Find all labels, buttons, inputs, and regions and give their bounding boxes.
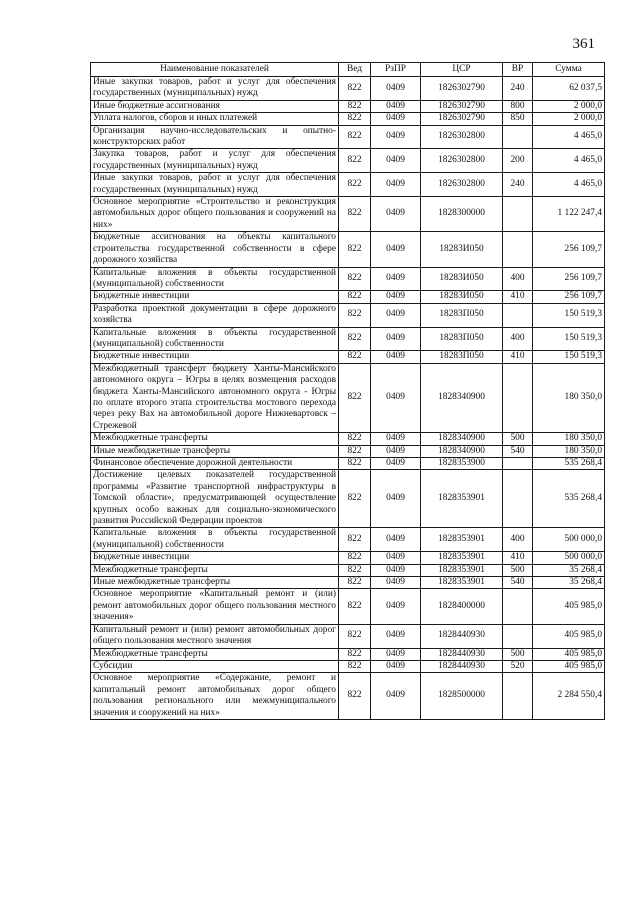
cell-name: Межбюджетные трансферты: [91, 433, 339, 445]
cell-sum: 256 109,7: [533, 291, 605, 303]
cell-sum: 256 109,7: [533, 267, 605, 291]
cell-sum: 2 000,0: [533, 113, 605, 125]
table-row: [91, 232, 605, 267]
cell-csr: 1828440930: [421, 648, 503, 660]
cell-sum: 150 519,3: [533, 303, 605, 327]
cell-name: Закупка товаров, работ и услуг для обеспечения государственных (муниципальных) нужд: [91, 149, 339, 173]
cell-vr: 500: [503, 433, 533, 445]
cell-ved: 822: [339, 173, 371, 197]
cell-sum: 4 465,0: [533, 173, 605, 197]
cell-sum: 180 350,0: [533, 433, 605, 445]
cell-rzpr: 0409: [371, 577, 421, 589]
cell-sum: 4 465,0: [533, 149, 605, 173]
cell-vr: [503, 232, 533, 267]
header-sum: Сумма: [533, 63, 605, 77]
cell-rzpr: 0409: [371, 173, 421, 197]
cell-vr: 410: [503, 291, 533, 303]
cell-csr: 1826302790: [421, 77, 503, 101]
cell-vr: 500: [503, 564, 533, 576]
table-row: [91, 291, 605, 303]
cell-name: Иные закупки товаров, работ и услуг для обеспечения государственных (муниципальных) нужд: [91, 173, 339, 197]
cell-vr: 410: [503, 552, 533, 564]
cell-vr: [503, 125, 533, 149]
cell-vr: 400: [503, 327, 533, 351]
cell-sum: 535 268,4: [533, 470, 605, 528]
cell-rzpr: 0409: [371, 528, 421, 552]
cell-sum: 256 109,7: [533, 232, 605, 267]
cell-sum: 405 985,0: [533, 648, 605, 660]
cell-sum: 150 519,3: [533, 351, 605, 363]
cell-csr: 1828340900: [421, 445, 503, 457]
cell-sum: 4 465,0: [533, 125, 605, 149]
cell-sum: 180 350,0: [533, 363, 605, 432]
cell-name: Бюджетные инвестиции: [91, 291, 339, 303]
cell-csr: 1828353900: [421, 458, 503, 470]
cell-name: Разработка проектной документации в сфере дорожного хозяйства: [91, 303, 339, 327]
table-row: [91, 173, 605, 197]
cell-name: Основное мероприятие «Содержание, ремонт и капитальный ремонт автомобильных дорог общего пользования регионального или межмуниципального значения и сооружений на них»: [91, 673, 339, 720]
cell-csr: 1828440930: [421, 660, 503, 672]
cell-csr: 1828340900: [421, 433, 503, 445]
cell-ved: 822: [339, 445, 371, 457]
cell-rzpr: 0409: [371, 149, 421, 173]
cell-csr: 1828353901: [421, 552, 503, 564]
cell-ved: 822: [339, 149, 371, 173]
cell-name: Капитальные вложения в объекты государственной (муниципальной) собственности: [91, 528, 339, 552]
table-row: [91, 100, 605, 112]
cell-csr: 1828400000: [421, 589, 503, 624]
cell-rzpr: 0409: [371, 113, 421, 125]
cell-vr: 400: [503, 528, 533, 552]
table-row: [91, 351, 605, 363]
cell-name: Достижение целевых показателей государственной программы «Развитие транспортной инфраструктуры в Томской области», предусматривающей осуществление крупных особо важных для социально-экономического развития Российской Федерации проектов: [91, 470, 339, 528]
cell-vr: 500: [503, 648, 533, 660]
cell-csr: 18283И050: [421, 291, 503, 303]
cell-sum: 405 985,0: [533, 660, 605, 672]
table-row: [91, 577, 605, 589]
table-row: [91, 673, 605, 720]
table-row: [91, 77, 605, 101]
cell-csr: 1828440930: [421, 624, 503, 648]
table-row: [91, 660, 605, 672]
cell-vr: 540: [503, 445, 533, 457]
cell-name: Бюджетные ассигнования на объекты капитального строительства государственной собственности в сфере дорожного хозяйства: [91, 232, 339, 267]
cell-ved: 822: [339, 470, 371, 528]
cell-vr: [503, 673, 533, 720]
cell-vr: [503, 589, 533, 624]
cell-ved: 822: [339, 291, 371, 303]
cell-ved: 822: [339, 624, 371, 648]
cell-name: Иные закупки товаров, работ и услуг для обеспечения государственных (муниципальных) нужд: [91, 77, 339, 101]
cell-ved: 822: [339, 648, 371, 660]
cell-ved: 822: [339, 528, 371, 552]
cell-ved: 822: [339, 433, 371, 445]
cell-csr: 1828340900: [421, 363, 503, 432]
cell-ved: 822: [339, 673, 371, 720]
cell-ved: 822: [339, 351, 371, 363]
cell-csr: 1826302800: [421, 149, 503, 173]
cell-vr: 400: [503, 267, 533, 291]
cell-rzpr: 0409: [371, 433, 421, 445]
table-row: [91, 470, 605, 528]
cell-rzpr: 0409: [371, 648, 421, 660]
cell-name: Иные межбюджетные трансферты: [91, 577, 339, 589]
cell-ved: 822: [339, 577, 371, 589]
cell-name: Иные межбюджетные трансферты: [91, 445, 339, 457]
cell-vr: [503, 470, 533, 528]
cell-rzpr: 0409: [371, 564, 421, 576]
table-row: [91, 648, 605, 660]
table-row: [91, 445, 605, 457]
cell-ved: 822: [339, 589, 371, 624]
cell-sum: 405 985,0: [533, 624, 605, 648]
cell-csr: 1826302790: [421, 100, 503, 112]
cell-rzpr: 0409: [371, 624, 421, 648]
cell-sum: 2 284 550,4: [533, 673, 605, 720]
table-row: [91, 363, 605, 432]
cell-vr: 200: [503, 149, 533, 173]
cell-name: Субсидии: [91, 660, 339, 672]
cell-ved: 822: [339, 552, 371, 564]
header-ved: Вед: [339, 63, 371, 77]
cell-rzpr: 0409: [371, 445, 421, 457]
header-csr: ЦСР: [421, 63, 503, 77]
cell-rzpr: 0409: [371, 458, 421, 470]
cell-vr: 410: [503, 351, 533, 363]
cell-name: Финансовое обеспечение дорожной деятельности: [91, 458, 339, 470]
table-row: [91, 564, 605, 576]
cell-sum: 500 000,0: [533, 552, 605, 564]
cell-rzpr: 0409: [371, 470, 421, 528]
cell-csr: 18283П050: [421, 351, 503, 363]
cell-rzpr: 0409: [371, 660, 421, 672]
cell-rzpr: 0409: [371, 303, 421, 327]
cell-vr: [503, 363, 533, 432]
cell-rzpr: 0409: [371, 589, 421, 624]
cell-sum: 180 350,0: [533, 445, 605, 457]
cell-sum: 535 268,4: [533, 458, 605, 470]
cell-name: Межбюджетные трансферты: [91, 648, 339, 660]
cell-sum: 500 000,0: [533, 528, 605, 552]
cell-vr: [503, 303, 533, 327]
cell-sum: 1 122 247,4: [533, 197, 605, 232]
cell-rzpr: 0409: [371, 327, 421, 351]
cell-csr: 18283П050: [421, 303, 503, 327]
cell-rzpr: 0409: [371, 673, 421, 720]
cell-vr: 800: [503, 100, 533, 112]
cell-sum: 405 985,0: [533, 589, 605, 624]
cell-rzpr: 0409: [371, 232, 421, 267]
page-number: 361: [572, 36, 595, 52]
cell-name: Межбюджетный трансферт бюджету Ханты-Мансийского автономного округа – Югры в целях возмещения расходов бюджета Ханты-Мансийского автономного округа - Югры по оплате второго этапа строительства мостового перехода через реку Вах на автомобильной дороге Нижневартовск – Стрежевой: [91, 363, 339, 432]
cell-name: Основное мероприятие «Капитальный ремонт и (или) ремонт автомобильных дорог общего пользования местного значения»: [91, 589, 339, 624]
table-row: [91, 149, 605, 173]
cell-sum: 150 519,3: [533, 327, 605, 351]
cell-name: Организация научно-исследовательских и опытно-конструкторских работ: [91, 125, 339, 149]
cell-ved: 822: [339, 327, 371, 351]
cell-name: Капитальные вложения в объекты государственной (муниципальной) собственности: [91, 327, 339, 351]
cell-name: Капитальные вложения в объекты государственной (муниципальной) собственности: [91, 267, 339, 291]
cell-ved: 822: [339, 197, 371, 232]
cell-ved: 822: [339, 100, 371, 112]
table-row: [91, 197, 605, 232]
cell-name: Капитальный ремонт и (или) ремонт автомобильных дорог общего пользования местного значения: [91, 624, 339, 648]
cell-rzpr: 0409: [371, 351, 421, 363]
table-header-row: [91, 63, 605, 77]
cell-ved: 822: [339, 77, 371, 101]
cell-csr: 1826302800: [421, 125, 503, 149]
cell-ved: 822: [339, 267, 371, 291]
cell-name: Иные бюджетные ассигнования: [91, 100, 339, 112]
table-row: [91, 327, 605, 351]
cell-ved: 822: [339, 303, 371, 327]
cell-rzpr: 0409: [371, 552, 421, 564]
cell-rzpr: 0409: [371, 125, 421, 149]
header-rzpr: РзПР: [371, 63, 421, 77]
cell-vr: [503, 624, 533, 648]
table-row: [91, 113, 605, 125]
cell-sum: 35 268,4: [533, 577, 605, 589]
cell-csr: 1828353901: [421, 528, 503, 552]
table-row: [91, 458, 605, 470]
cell-csr: 18283И050: [421, 232, 503, 267]
cell-name: Бюджетные инвестиции: [91, 552, 339, 564]
cell-vr: 240: [503, 173, 533, 197]
cell-rzpr: 0409: [371, 77, 421, 101]
cell-vr: 540: [503, 577, 533, 589]
cell-sum: 62 037,5: [533, 77, 605, 101]
table-row: [91, 589, 605, 624]
table-row: [91, 624, 605, 648]
cell-name: Бюджетные инвестиции: [91, 351, 339, 363]
cell-csr: 18283И050: [421, 267, 503, 291]
cell-name: Уплата налогов, сборов и иных платежей: [91, 113, 339, 125]
cell-csr: 1826302790: [421, 113, 503, 125]
table-row: [91, 267, 605, 291]
cell-vr: 850: [503, 113, 533, 125]
cell-ved: 822: [339, 564, 371, 576]
cell-csr: 1828353901: [421, 577, 503, 589]
cell-csr: 1828353901: [421, 564, 503, 576]
cell-vr: 520: [503, 660, 533, 672]
cell-rzpr: 0409: [371, 363, 421, 432]
header-vr: ВР: [503, 63, 533, 77]
cell-ved: 822: [339, 458, 371, 470]
budget-table: [90, 62, 605, 720]
header-name: Наименование показателей: [91, 63, 339, 77]
cell-vr: [503, 197, 533, 232]
cell-rzpr: 0409: [371, 267, 421, 291]
cell-csr: 18283П050: [421, 327, 503, 351]
cell-csr: 1828500000: [421, 673, 503, 720]
cell-sum: 2 000,0: [533, 100, 605, 112]
cell-vr: [503, 458, 533, 470]
cell-csr: 1828300000: [421, 197, 503, 232]
table-row: [91, 552, 605, 564]
cell-ved: 822: [339, 660, 371, 672]
table-row: [91, 125, 605, 149]
cell-csr: 1826302800: [421, 173, 503, 197]
table-row: [91, 433, 605, 445]
table-row: [91, 303, 605, 327]
cell-ved: 822: [339, 125, 371, 149]
cell-rzpr: 0409: [371, 291, 421, 303]
cell-rzpr: 0409: [371, 197, 421, 232]
cell-csr: 1828353901: [421, 470, 503, 528]
table-row: [91, 528, 605, 552]
cell-rzpr: 0409: [371, 100, 421, 112]
cell-ved: 822: [339, 363, 371, 432]
cell-vr: 240: [503, 77, 533, 101]
cell-name: Основное мероприятие «Строительство и реконструкция автомобильных дорог общего пользования и сооружений на них»: [91, 197, 339, 232]
cell-sum: 35 268,4: [533, 564, 605, 576]
cell-name: Межбюджетные трансферты: [91, 564, 339, 576]
cell-ved: 822: [339, 113, 371, 125]
cell-ved: 822: [339, 232, 371, 267]
